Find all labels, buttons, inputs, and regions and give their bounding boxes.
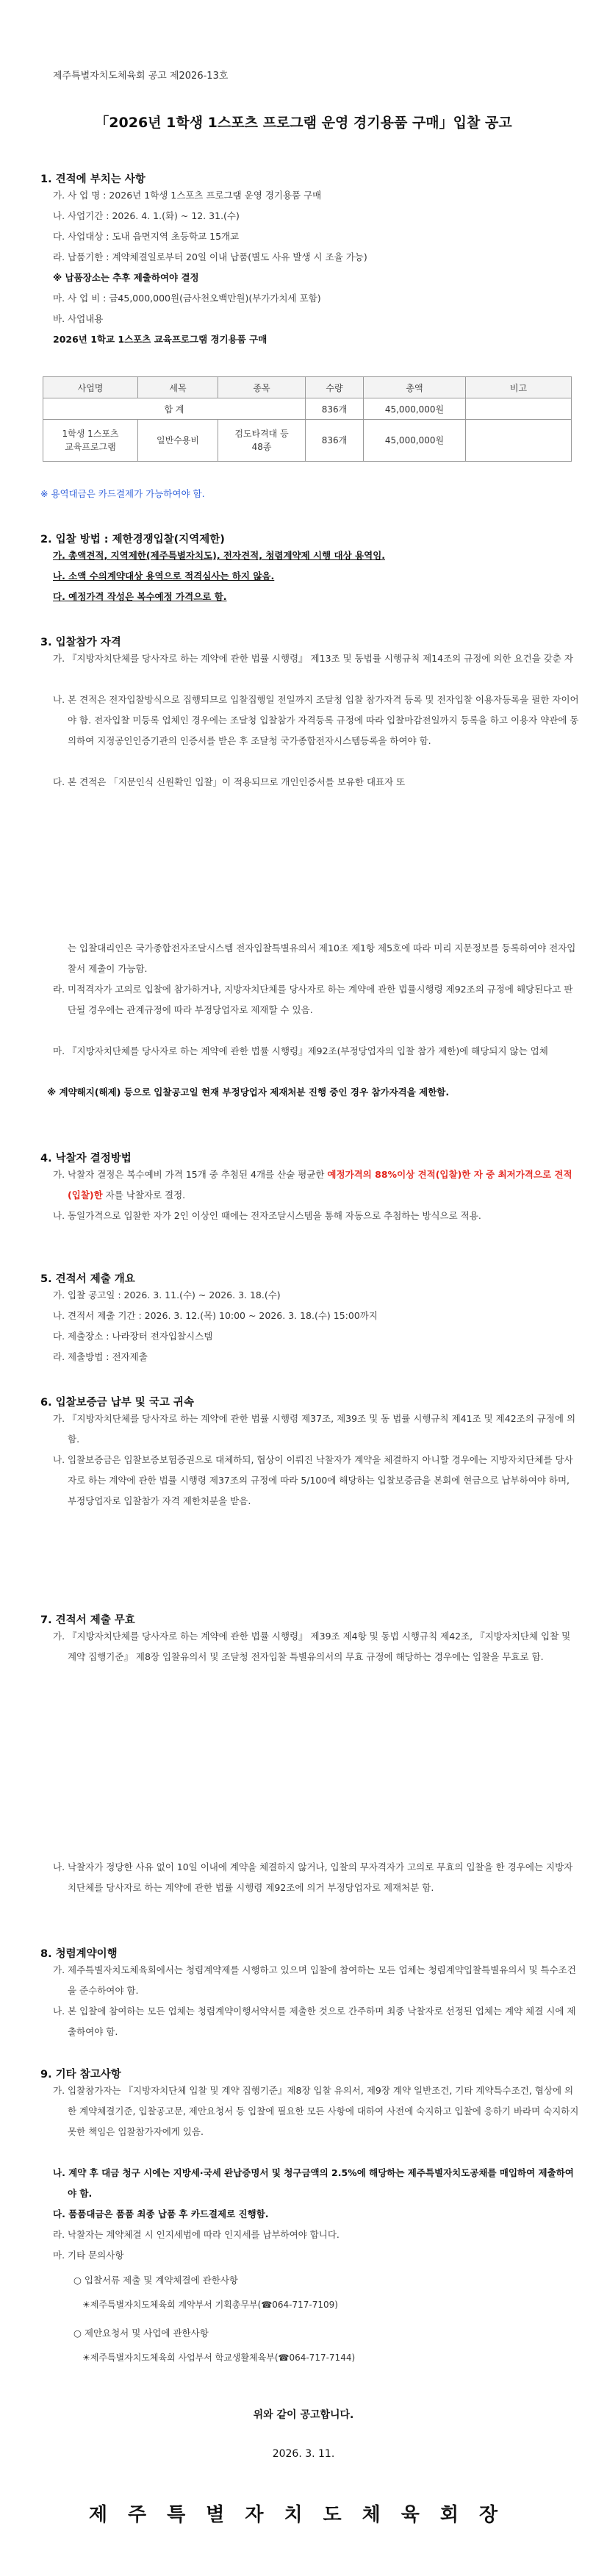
section-9-heading: 9. 기타 참고사항	[40, 2069, 121, 2081]
s9-bullet-bidding: ○ 입찰서류 제출 및 계약체결에 관한사항	[73, 2275, 238, 2286]
section-4-heading: 4. 낙찰자 결정방법	[40, 1153, 132, 1164]
s1-note: ※ 납품장소는 추후 제출하여야 결정	[53, 272, 199, 283]
table-sum-row	[43, 398, 572, 420]
s9-contact-program: ☀제주특별자치도체육회 사업부서 학교생활체육부(☎064-717-7144)	[82, 2353, 356, 2363]
sum-qty: 836개	[306, 398, 364, 420]
s1-budget: 마. 사 업 비 : 금45,000,000원(금사천오백만원)(부가가치세 포함)	[53, 293, 321, 304]
section-3-heading: 3. 입찰참가 자격	[40, 637, 121, 648]
row-total: 45,000,000원	[364, 420, 466, 462]
s9-item-ra: 라. 낙찰자는 계약체결 시 인지세법에 따라 인지세를 납부하여야 합니다.	[53, 2229, 340, 2240]
row-qty: 836개	[306, 420, 364, 462]
s3-item-na	[53, 690, 579, 751]
s6-item-ga	[53, 1409, 579, 1450]
s1-item-ga: 가. 사 업 명 : 2026년 1학생 1스포츠 프로그램 운영 경기용품 구매	[53, 190, 322, 201]
s1-item-na: 나. 사업기간 : 2026. 4. 1.(화) ~ 12. 31.(수)	[53, 210, 240, 221]
row-project-line2: 교육프로그램	[65, 442, 116, 452]
s8-item-ga	[53, 1960, 579, 2001]
closing-statement: 위와 같이 공고합니다.	[253, 2409, 354, 2421]
row-sport-line2: 48종	[251, 442, 272, 452]
s3-ga-text: 가. 『지방자치단체를 당사자로 하는 계약에 관한 법률 시행령』 제13조 및 동법률 시행규칙 제14조의 규정에 의한 요건을 갖춘 자	[53, 653, 573, 664]
s8-ga-text: 가. 제주특별자치도체육회에서는 청렴계약제를 시행하고 있으며 입찰에 참여하는 모든 업체는 청렴계약입찰특별유의서 및 특수조건을 준수하여야 함.	[53, 1964, 576, 1996]
sum-remarks	[466, 398, 572, 420]
s4-ga-pre: 가. 낙찰자 결정은 복수예비 가격 15개 중 추첨된 4개를 산술 평균한	[53, 1169, 328, 1180]
s5-item-da: 다. 제출장소 : 나라장터 전자입찰시스템	[53, 1331, 213, 1342]
s8-na-text: 나. 본 입찰에 참여하는 모든 업체는 청렴계약이행서약서를 제출한 것으로 간주하며 최종 낙찰자로 선정된 업체는 계약 체결 시에 제출하여야 함.	[53, 2006, 576, 2037]
s2-item-da: 다. 예정가격 작성은 복수예정 가격으로 함.	[53, 591, 227, 602]
notice-date: 2026. 3. 11.	[272, 2448, 335, 2460]
section-5-heading: 5. 견적서 제출 개요	[40, 1273, 135, 1285]
s7-na-text: 나. 낙찰자가 정당한 사유 없이 10일 이내에 계약을 체결하지 않거나, 입찰의 무자격자가 고의로 무효의 입찰을 한 경우에는 지방자치단체를 당사자로 하는 계약에 관한 법률 시행령 제92조에 의거 부정당업자로 제재처분 함.	[53, 1861, 573, 1893]
s5-item-ga: 가. 입찰 공고일 : 2026. 3. 11.(수) ~ 2026. 3. 18.(수)	[53, 1289, 281, 1300]
s9-item-da: 다. 품품대금은 품품 최종 납품 후 카드결제로 진행함.	[53, 2208, 269, 2219]
s4-na-text: 나. 동일가격으로 입찰한 자가 2인 이상인 때에는 전자조달시스템을 통해 자동으로 추첨하는 방식으로 적용.	[53, 1210, 481, 1221]
s4-ga-post: 자를 낙찰자로 결정.	[102, 1189, 186, 1201]
s5-item-na: 나. 견적서 제출 기간 : 2026. 3. 12.(목) 10:00 ~ 2026. 3. 18.(수) 15:00까지	[53, 1310, 378, 1321]
s8-item-na	[53, 2001, 579, 2042]
s3-note-text: ※ 계약해지(해제) 등으로 입찰공고일 현재 부정당업자 제재처분 진행 중인 경우 참가자격을 제한함.	[47, 1087, 450, 1098]
procurement-table	[43, 376, 572, 462]
s9-item-ma: 마. 기타 문의사항	[53, 2250, 124, 2261]
s2-item-ga: 가. 총액견적, 지역제한(제주특별자치도), 전자견적, 청렴계약제 시행 대상 용역임.	[53, 550, 386, 561]
s4-item-ga	[53, 1164, 579, 1206]
row-project	[43, 420, 138, 462]
sum-label: 합 계	[43, 398, 306, 420]
s3-item-ga	[53, 648, 579, 669]
row-sport-line1: 검도타격대 등	[234, 429, 289, 439]
s6-na-text: 나. 입찰보증금은 입찰보증보험증권으로 대체하되, 협상이 이뤄진 낙찰자가 계약을 체결하지 아니할 경우에는 지방자치단체를 당사자로 하는 계약에 관한 법률 시행령 제37조의 규정에 따라 5/100에 해당하는 입찰보증금을 본회에 현금으로 납부하여야 하며, 부정당업자로 입찰참가 자격 제한처분을 받음.	[53, 1454, 573, 1506]
row-remarks	[466, 420, 572, 462]
s3-na-text: 나. 본 견적은 전자입찰방식으로 집행되므로 입찰집행일 전일까지 조달청 입찰 참가자격 등록 및 전자입찰 이용자등록을 필한 자이어야 함. 전자입찰 미등록 업체인 경우에는 조달청 입찰참가 자격등록 규정에 따라 입찰마감전일까지 등록을 하고 이용자 약관에 동의하여 지정공인인증기관의 인증서를 받은 후 조달청 국가종합전자시스템등록을 하여야 함.	[53, 694, 579, 746]
th-sport: 종목	[218, 377, 306, 398]
s9-item-na	[53, 2163, 579, 2204]
s4-item-na	[53, 1206, 579, 1226]
th-qty: 수량	[306, 377, 364, 398]
section-1-heading: 1. 견적에 부치는 사항	[40, 173, 146, 185]
s1-content-label: 바. 사업내용	[53, 313, 104, 324]
s3-da-text: 다. 본 견적은 「지문인식 신원확인 입찰」이 적용되므로 개인인증서를 보유한 대표자 또	[53, 776, 406, 787]
th-total: 총액	[364, 377, 466, 398]
s7-item-ga	[53, 1626, 579, 1667]
s9-bullet-proposal: ○ 제안요청서 및 사업에 관한사항	[73, 2328, 209, 2339]
s1-item-ra: 라. 납품기한 : 계약체결일로부터 20일 이내 납품(별도 사유 발생 시 조율 가능)	[53, 251, 367, 262]
s3-item-da-cont	[53, 938, 579, 979]
s3-ra-text: 라. 미적격자가 고의로 입찰에 참가하거나, 지방자치단체를 당사자로 하는 계약에 관한 법률시행령 제92조의 규정에 해당된다고 판단될 경우에는 관계규정에 따라 부정당업자로 제재할 수 있음.	[53, 984, 573, 1015]
s1-table-title: 2026년 1학교 1스포츠 교육프로그램 경기용품 구매	[53, 334, 267, 345]
s9-na-text: 나. 계약 후 대금 청구 시에는 지방세·국세 완납증명서 및 청구금액의 2.5%에 해당하는 제주특별자치도공채를 매입하여 제출하여야 함.	[53, 2167, 574, 2199]
s3-note	[47, 1082, 579, 1103]
row-project-line1: 1학생 1스포츠	[62, 429, 119, 439]
th-item: 세목	[138, 377, 218, 398]
row-sport	[218, 420, 306, 462]
s9-item-ga	[53, 2081, 579, 2142]
s9-ga-text: 가. 입찰참가자는 『지방자치단체 입찰 및 계약 집행기준』제8장 입찰 유의서, 제9장 계약 일반조건, 기타 계약특수조건, 협상에 의한 계약체결기준, 입찰공고문, 제안요청서 등 입찰에 필요한 모든 사항에 대하여 사전에 숙지하고 입찰에 응하기 바라며 숙지하지 못한 책임은 입찰참가자에게 있음.	[53, 2085, 579, 2137]
organization-name: 제주특별자치도체육회장	[88, 2504, 519, 2526]
s5-item-ra: 라. 제출방법 : 전자제출	[53, 1351, 148, 1362]
table-header-row	[43, 377, 572, 398]
s3-ma-text: 마. 『지방자치단체를 당사자로 하는 계약에 관한 법률 시행령』제92조(부정당업자의 입찰 참가 제한)에 해당되지 않는 업체	[53, 1045, 548, 1056]
s7-item-na	[53, 1857, 579, 1898]
s2-item-na: 나. 소액 수의계약대상 용역으로 적격심사는 하지 않음.	[53, 570, 275, 582]
s1-item-da: 다. 사업대상 : 도내 읍면지역 초등학교 15개교	[53, 231, 240, 242]
th-project: 사업명	[43, 377, 138, 398]
s6-item-na	[53, 1450, 579, 1511]
s3-item-da	[53, 772, 579, 793]
s9-contact-contract: ☀제주특별자치도체육회 계약부서 기획총무부(☎064-717-7109)	[82, 2300, 338, 2310]
s3-item-ra	[53, 979, 579, 1020]
section-2-heading: 2. 입찰 방법 : 제한경쟁입찰(지역제한)	[40, 534, 225, 545]
s3-da-cont-text: 는 입찰대리인은 국가종합전자조달시스템 전자입찰특별유의서 제10조 제1항 제5호에 따라 미리 지문정보를 등록하여야 전자입찰서 제출이 가능함.	[68, 942, 576, 974]
section-8-heading: 8. 청렴계약이행	[40, 1948, 118, 1960]
notice-title: 「2026년 1학생 1스포츠 프로그램 운영 경기용품 구매」입찰 공고	[95, 115, 512, 131]
section-7-heading: 7. 견적서 제출 무효	[40, 1614, 135, 1626]
notice-number: 제주특별자치도체육회 공고 제2026-13호	[53, 71, 229, 82]
s3-item-ma	[53, 1041, 579, 1062]
th-remarks: 비고	[466, 377, 572, 398]
s6-ga-text: 가. 『지방자치단체를 당사자로 하는 계약에 관한 법률 시행령 제37조, 제39조 및 동 법률 시행규칙 제41조 및 제42조의 규정에 의함.	[53, 1413, 576, 1445]
s4-ga-highlight: 예정가격의 88%이상 견적(입찰)한 자 중 최저가격으로 견적(입찰)한	[68, 1169, 572, 1201]
section-6-heading: 6. 입찰보증금 납부 및 국고 귀속	[40, 1397, 194, 1409]
table-row	[43, 420, 572, 462]
card-payment-note: ※ 용역대금은 카드결제가 가능하여야 함.	[40, 488, 205, 499]
sum-total: 45,000,000원	[364, 398, 466, 420]
s7-ga-text: 가. 『지방자치단체를 당사자로 하는 계약에 관한 법률 시행령』 제39조 제4항 및 동법 시행규칙 제42조, 『지방자치단체 입찰 및 계약 집행기준』 제8장 입찰유의서 및 조달청 전자입찰 특별유의서의 무효 규정에 해당하는 경우에는 입찰을 무효로 함.	[53, 1631, 571, 1662]
row-category: 일반수용비	[138, 420, 218, 462]
